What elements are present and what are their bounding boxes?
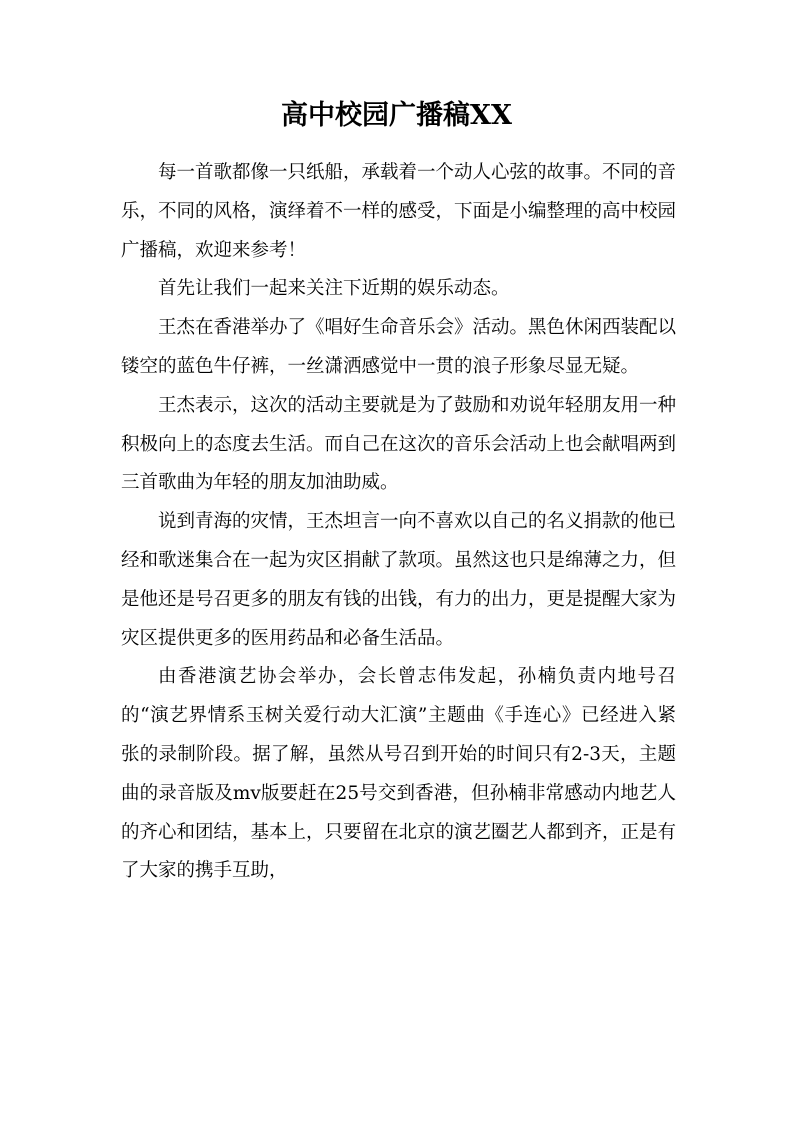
- paragraph-intro: 每一首歌都像一只纸船，承载着一个动人心弦的故事。不同的音乐，不同的风格，演绎着不一样的感受，下面是小编整理的高中校园广播稿，欢迎来参考！: [121, 162, 677, 261]
- paragraph-theme-song: 由香港演艺协会举办，会长曾志伟发起，孙楠负责内地号召的“演艺界情系玉树关爱行动大汇演”主题曲《手连心》已经进入紧张的录制阶段。据了解，虽然从号召到开始的时间只有2-3天，主题曲的录音版及mv版要赶在25号交到香港，但孙楠非常感动内地艺人的齐心和团结，基本上，只要留在北京的演艺圈艺人都到齐，正是有了大家的携手互助，: [121, 666, 677, 882]
- document-body: [121, 154, 676, 891]
- paragraph-concert: 王杰在香港举办了《唱好生命音乐会》活动。黑色休闲西装配以镂空的蓝色牛仔裤，一丝潇洒感觉中一贯的浪子形象尽显无疑。: [121, 317, 677, 377]
- paragraph-statement: 王杰表示，这次的活动主要就是为了鼓励和劝说年轻朋友用一种积极向上的态度去生活。而自己在这次的音乐会活动上也会献唱两到三首歌曲为年轻的朋友加油助威。: [121, 394, 677, 494]
- document-title: 高中校园广播稿XX: [281, 100, 512, 131]
- paragraph-entertainment-news: 首先让我们一起来关注下近期的娱乐动态。: [158, 278, 510, 300]
- paragraph-disaster-relief: 说到青海的灾情，王杰坦言一向不喜欢以自己的名义捐款的他已经和歌迷集合在一起为灾区捐献了款项。虽然这也只是绵薄之力，但是他还是号召更多的朋友有钱的出钱，有力的出力，更是提醒大家为灾区提供更多的医用药品和必备生活品。: [121, 511, 677, 649]
